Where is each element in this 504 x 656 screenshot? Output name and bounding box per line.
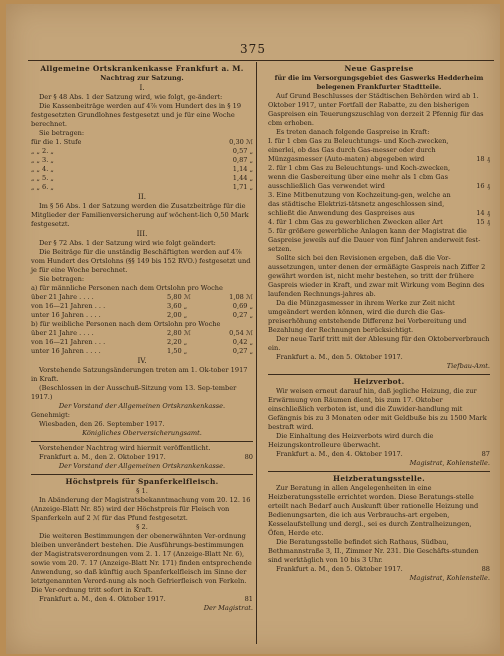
divider [31, 474, 253, 475]
divider [268, 374, 490, 375]
paragraph: Sie betragen: [39, 275, 85, 283]
paragraph: Wiesbaden, den 26. September 1917. [39, 420, 165, 428]
right-column [268, 64, 490, 583]
table-row: „ „ 4. „ 1,14 „ [31, 165, 253, 173]
table-row: „ „ 3. „ 0,87 „ [31, 156, 253, 164]
table-row: von 16—21 Jahren . . . 2,20 „ 0,42 „ [31, 338, 253, 346]
rate-table-female [31, 329, 253, 356]
signature-line: Tiefbau-Amt. [446, 362, 490, 370]
table-row: „ „ 6. „ 1,71 „ [31, 183, 253, 191]
paragraph: Vorstehende Satzungsänderungen treten am 1. Ok-tober 1917 in Kraft. [31, 366, 248, 383]
paragraph: Die Kassenbeiträge werden auf 4⅞ vom Hundert des in § 19 festgesetzten Grundlohnes festgesetzt und je für eine Woche berechnet. [31, 102, 242, 128]
paragraph: Zur Beratung in allen Angelegenheiten in eine Heizberatungsstelle errichtet worden. Diese Beratungs-stelle erteilt nach Bedarf auch Auskunft über rationelle Heizung und Bedienungsarten, die ich aus Verbrauchs-art ergeben, Kesselaufstellung und dergl., sei es durch Zentralheizungen, Öfen, Herde etc. [268, 484, 479, 537]
notice-heading: Höchstpreis für Spanferkelfleisch. [65, 477, 219, 486]
divider [31, 441, 253, 442]
notice-subheading: Nachtrag zur Satzung. [100, 74, 184, 82]
section-numeral: I. [139, 83, 145, 92]
rate-table [31, 138, 253, 192]
paragraph: Die Beratungsstelle befindet sich Rathaus, Südbau, Bethmannstraße 3, II., Zimmer Nr. 231. Die Geschäfts-stunden sind werktäglich von 10 bis 3 Uhr. [268, 538, 479, 564]
column-divider [256, 62, 257, 644]
paragraph: Der § 72 Abs. 1 der Satzung wird wie folgt geändert: [39, 239, 216, 247]
notice-number: 81 [244, 595, 253, 603]
section-numeral: § 2. [136, 523, 148, 531]
paragraph: Der § 48 Abs. 1 der Satzung wird, wie folgt, ge-ändert: [39, 93, 223, 101]
newspaper-page [6, 4, 500, 654]
paragraph: In Abänderung der Magistratsbekanntmachung vom 20. 12. 16 (Anzeige-Blatt Nr. 85) wird der Höchstpreis für Fleisch von Spanferkeln auf 2 ℳ für das Pfund festgesetzt. [31, 496, 251, 522]
paragraph: Sollte sich bei den Revisionen ergeben, daß die Vor-aussetzungen, unter denen der ermäßigte Gaspreis nach Ziffer 2 gewährt worden ist, nicht mehr bestehen, so tritt der frühere Gaspreis wieder in Kraft, und zwar mit Wirkung vom Beginn des laufenden Rechnungs-jahres ab. [268, 254, 486, 298]
signature-line: Der Vorstand der Allgemeinen Ortskrankenkasse. [58, 402, 226, 410]
price-list [268, 137, 490, 254]
list-item: 3. Eine Mitbenutzung von Kochzeitung-gen, welche an das städtische Elektrizi-tätsnetz angeschlossen sind, schließt die Anwendung des Gaspreises aus 14 ₰ [268, 191, 490, 217]
table-row: über 21 Jahre . . . . 5,80 ℳ 1,08 ℳ [31, 293, 253, 301]
left-column [31, 64, 253, 613]
paragraph: Wir weisen erneut darauf hin, daß jegliche Heizung, die zur Erwärmung von Räumen dient, bis zum 17. Oktober einschließlich verboten ist, und die Zuwider-handlung mit Gefängnis bis zu 3 Monaten oder mit Geldbuße bis zu 1500 Mark bestraft wird. [268, 387, 487, 431]
header-rule [28, 60, 494, 61]
date-line: Frankfurt a. M., den 2. Oktober 1917. 80 [39, 453, 253, 461]
notice-heading: Neue Gaspreise [344, 64, 414, 73]
list-item: 4. für 1 cbm Gas zu gewerblichen Zwecken aller Art 15 ₰ [268, 218, 490, 226]
paragraph: Auf Grund Beschlusses der Städtischen Behörden wird ab 1. Oktober 1917, unter Fortfall der Rabatte, zu den bisherigen Gaspreisen ein Teuerungszuschlag von derzeit 2 Pfennig für das cbm erhoben. [268, 92, 484, 127]
list-item: 5. für größere gewerbliche Anlagen kann der Magistrat die Gaspreise jeweils auf die Dauer von fünf Jahren anderweit fest-setzen. [268, 227, 481, 253]
signature-line: Der Magistrat. [203, 604, 253, 612]
notice-number: 87 [481, 450, 490, 458]
section-numeral: III. [136, 229, 148, 238]
paragraph: Der neue Tarif tritt mit der Ablesung für den Oktoberverbrauch ein. [268, 335, 490, 352]
table-row: unter 16 Jahren . . . . 1,50 „ 0,27 „ [31, 347, 253, 355]
date-line: Frankfurt a. M., den 4. Oktober 1917. 81 [39, 595, 253, 603]
section-numeral: IV. [137, 356, 147, 365]
notice-subheading: für die im Versorgungsgebiet des Gaswerks Hedderheim belegenen Frankfurter Stadtteile. [274, 74, 484, 91]
signature-line: Der Vorstand der Allgemeinen Ortskrankenkasse. [58, 462, 226, 470]
divider [268, 471, 490, 472]
notice-heading: Heizverbot. [353, 377, 405, 386]
table-row: „ „ 5. „ 1,44 „ [31, 174, 253, 182]
paragraph: a) für männliche Personen nach dem Ortslohn pro Woche [31, 284, 223, 292]
signature-line: Königliches Oberversicherungsamt. [82, 429, 202, 437]
table-row: über 21 Jahre . . . . 2,80 ℳ 0,54 ℳ [31, 329, 253, 337]
paragraph: Die weiteren Bestimmungen der obenerwähnten Ver-ordnung bleiben unverändert bestehen. Die Ausführungs-bestimmungen der Magistratsverordnungen vom 2. 1. 17 (Anzeige-Blatt Nr. 6), sowie vom 20. 7. 17 (Anzeige-Blatt Nr. 171) finden entsprechende Anwendung, so daß künftig auch Spanferkelfleisch im Sinne der letztgenannten Verord-nung als noch Gefrierfleisch von Ferkeln. Die Ver-ordnung tritt sofort in Kraft. [31, 532, 252, 594]
paragraph: Vorstehender Nachtrag wird hiermit veröffentlicht. [39, 444, 211, 452]
notice-heading: Allgemeine Ortskrankenkasse Frankfurt a. M. [40, 64, 244, 73]
page-number: 375 [240, 42, 266, 56]
rate-table-male [31, 293, 253, 320]
list-item: 2. für 1 cbm Gas zu Beleuchtungs- und Koch-zwecken, wenn die Gasbereitung über eine mehr als 1 cbm Gas ausschließlich Gas verwendet wird 16 ₰ [268, 164, 490, 190]
date-line: Frankfurt a. M., den 5. Oktober 1917. [276, 353, 403, 361]
table-row: von 16—21 Jahren . . . 3,60 „ 0,69 „ [31, 302, 253, 310]
paragraph: Die Einhaltung des Heizverbots wird durch die Heizungskontrolleure überwacht. [268, 432, 434, 449]
paragraph: Die Beiträge für die unständig Beschäftigten werden auf 4⅞ vom Hundert des Ortslohns (§§ 149 bis 152 RVO.) festgesetzt und je für eine Woche berechnet. [31, 248, 251, 274]
table-row: „ „ 2. „ 0,57 „ [31, 147, 253, 155]
paragraph: (Beschlossen in der Ausschuß-Sitzung vom 13. Sep-tember 1917.) [31, 384, 237, 401]
section-numeral: II. [138, 192, 146, 201]
date-line: Frankfurt a. M., den 4. Oktober 1917. 87 [276, 450, 490, 458]
paragraph: Genehmigt: [31, 411, 71, 419]
date-line: Frankfurt a. M., den 5. Oktober 1917. 88 [276, 565, 490, 573]
signature-line: Magistrat, Kohlenstelle. [409, 574, 490, 582]
signature-line: Magistrat, Kohlenstelle. [409, 459, 490, 467]
paragraph: Sie betragen: [39, 129, 85, 137]
section-numeral: § 1. [136, 487, 148, 495]
notice-number: 80 [244, 453, 253, 461]
notice-heading: Heizberatungsstelle. [333, 474, 425, 483]
table-row: für die 1. Stufe 0,30 ℳ [31, 138, 253, 146]
notice-number: 88 [481, 565, 490, 573]
paragraph: Es treten danach folgende Gaspreise in Kraft: [276, 128, 430, 136]
table-row: unter 16 Jahren . . . . 2,00 „ 0,27 „ [31, 311, 253, 319]
paragraph: Im § 56 Abs. 1 der Satzung werden die Zusatzbeiträge für die Mitglieder der Familienversicherung auf wöchent-lich 0,50 Mark festgesetzt. [31, 202, 249, 228]
list-item: I. für 1 cbm Gas zu Beleuchtungs- und Koch-zwecken, einerlei, ob das Gas durch Gas-messer oder durch Münzgasmesser (Auto-maten) abgegeben wird 18 ₰ [268, 137, 490, 163]
paragraph: Da die Münzgasmesser in ihrem Werke zur Zeit nicht umgeändert werden können, wird die durch die Gas-preiserhöhung entstehende Differenz bei Vorbereitung und Bezahlung der Rechnungen berücksichtigt. [268, 299, 467, 334]
paragraph: b) für weibliche Personen nach dem Ortslohn pro Woche [31, 320, 221, 328]
